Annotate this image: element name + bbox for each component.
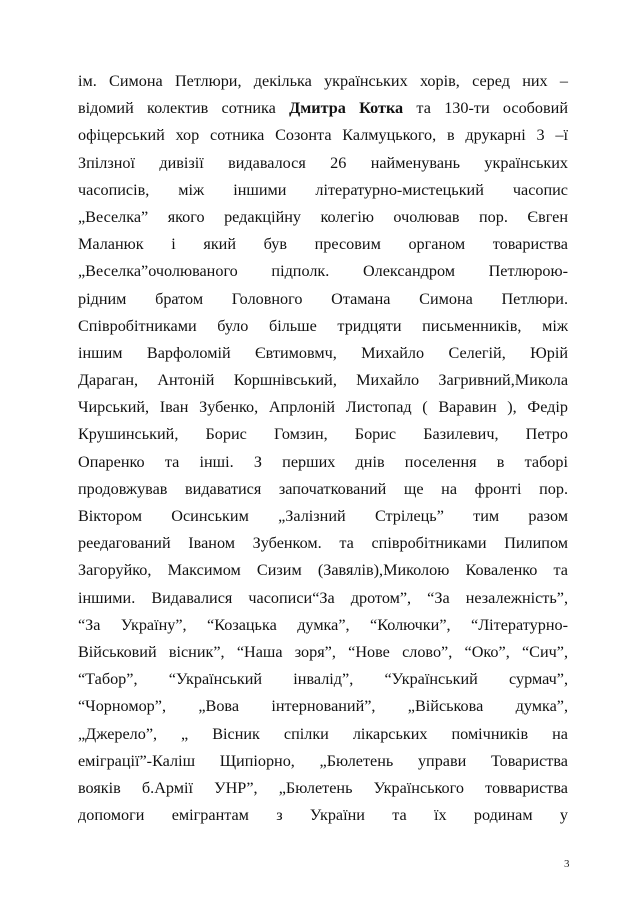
text-line: часописів, між іншими літературно-мистецький часопис (78, 180, 568, 199)
text-line: офіцерський хор сотника Созонта Калмуцького, в друкарні 3 –ї (78, 126, 568, 145)
text-line: „Джерело”, „ Вісник спілки лікарських помічників на (78, 724, 568, 743)
text-line: Зпілзної дивізії видавалося 26 найменувань українських (78, 153, 568, 172)
text-line: Військовий вісник”, “Наша зоря”, “Нове слово”, “Око”, “Сич”, (78, 642, 568, 661)
text-line: допомоги емігрантам з України та їх родинам у (78, 806, 568, 825)
text-line: еміграції”-Каліш Щипіорно, „Бюлетень управи Товариства (78, 751, 568, 770)
text-line: Крушинський, Борис Гомзин, Борис Базилевич, Петро (78, 425, 568, 444)
body-text (78, 68, 568, 829)
text-line: Чирський, Іван Зубенко, Апрлоній Листопад ( Варавин ), Федір (78, 398, 568, 417)
bold-name: Дмитра Котка (289, 99, 404, 118)
text-line: “Чорномор”, „Вова інтернований”, „Військова думка”, (78, 697, 568, 716)
text-line: Опаренко та інші. З перших днів поселення в таборі (78, 452, 568, 471)
text-line: Віктором Осинським „Залізний Стрілець” тим разом (78, 507, 568, 525)
text-line: продовжував видаватися започаткований ще на фронті пор. (78, 479, 568, 498)
text-line: Співробітниками було більше тридцяти письменників, між (78, 316, 568, 335)
text-line: Маланюк і який був пресовим органом товариства (78, 235, 568, 254)
text-line: “За Україну”, “Козацька думка”, “Колючки”, “Літературно- (78, 615, 568, 634)
text-segment: та 130-ти особовий (403, 99, 568, 118)
text-line: іншими. Видавалися часописи“За дротом”, “За незалежність”, (78, 588, 568, 607)
text-line (78, 95, 568, 122)
text-line: реедагований Іваном Зубенком. та співробітниками Пилипом (78, 534, 568, 553)
text-line: ім. Симона Петлюри, декілька українських хорів, серед них – (78, 72, 568, 90)
text-segment: відомий колектив сотника (78, 99, 290, 118)
text-line: „Веселка”очолюваного підполк. Олександром Петлюрою- (78, 262, 568, 281)
text-line: іншим Варфоломій Євтимовмч, Михайло Селегій, Юрій (78, 343, 568, 362)
page-number: 3 (564, 858, 570, 870)
text-line: Дараган, Антоній Коршнівський, Михайло Загривний,Микола (78, 371, 568, 390)
text-line: Загоруйко, Максимом Сизим (Завялів),Миколою Коваленко та (78, 561, 568, 580)
text-line: вояків б.Армії УНР”, „Бюлетень Українського товвариства (78, 778, 568, 797)
text-line: „Веселка” якого редакційну колегію очолював пор. Євген (78, 207, 568, 226)
text-line: рідним братом Головного Отамана Симона Петлюри. (78, 289, 568, 308)
text-line: “Табор”, “Український інвалід”, “Український сурмач”, (78, 670, 568, 689)
